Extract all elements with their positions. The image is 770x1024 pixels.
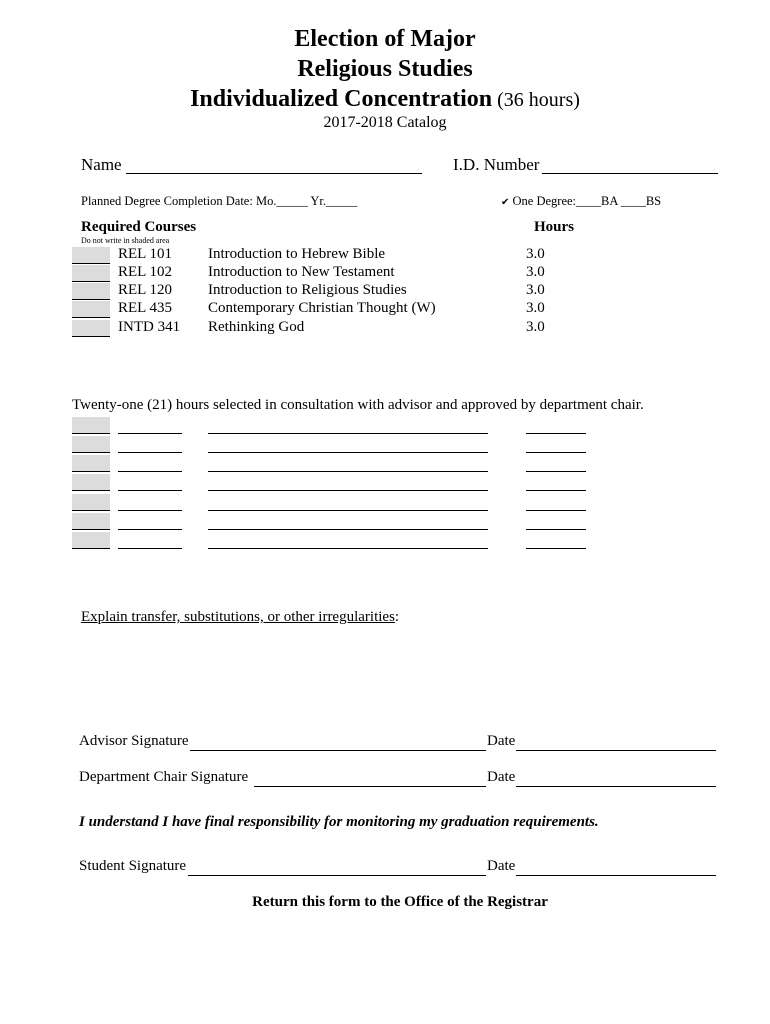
id-number-field-line[interactable] (542, 173, 718, 174)
course-hours: 3.0 (526, 246, 545, 262)
irregularities-colon: : (394, 609, 400, 625)
course-title: Contemporary Christian Thought (W) (208, 300, 436, 316)
responsibility-statement: I understand I have final responsibility for monitoring my graduation requirements. (79, 814, 599, 830)
catalog-year: 2017-2018 Catalog (323, 114, 447, 131)
office-use-box (72, 320, 110, 337)
course-code-line[interactable] (118, 548, 182, 549)
course-title-line[interactable] (208, 433, 488, 434)
office-use-box (72, 474, 110, 491)
form-title-line3 (0, 84, 770, 115)
course-hours-line[interactable] (526, 452, 586, 453)
concentration-title: Individualized Concentration (190, 86, 493, 112)
course-code-line[interactable] (118, 490, 182, 491)
course-code: REL 120 (118, 282, 173, 298)
office-use-box (72, 301, 110, 318)
check-icon: ✔ (501, 197, 510, 208)
course-hours-line[interactable] (526, 433, 586, 434)
course-title-line[interactable] (208, 548, 488, 549)
course-code: REL 101 (118, 246, 173, 262)
form-title-line2: Religious Studies (297, 56, 473, 82)
chair-signature-label: Department Chair Signature (79, 769, 249, 785)
course-title-line[interactable] (208, 452, 488, 453)
course-hours-line[interactable] (526, 548, 586, 549)
office-use-box (72, 283, 110, 300)
student-date-line[interactable] (516, 875, 716, 876)
office-use-box (72, 494, 110, 511)
course-title: Rethinking God (208, 319, 305, 335)
office-use-box (72, 455, 110, 472)
office-use-box (72, 417, 110, 434)
degree-label: One Degree:____BA ____BS (512, 194, 662, 208)
course-hours-line[interactable] (526, 529, 586, 530)
shaded-area-note: Do not write in shaded area (81, 236, 170, 245)
course-hours: 3.0 (526, 319, 545, 335)
course-hours: 3.0 (526, 264, 545, 280)
completion-date-field[interactable]: Planned Degree Completion Date: Mo._____ Yr._____ (81, 194, 358, 208)
course-code: REL 102 (118, 264, 173, 280)
office-use-box (72, 532, 110, 549)
course-code-line[interactable] (118, 529, 182, 530)
irregularities-label (81, 609, 399, 626)
office-use-box (72, 513, 110, 530)
advisor-date-line[interactable] (516, 750, 716, 751)
chair-date-label: Date (487, 769, 516, 785)
student-signature-line[interactable] (188, 875, 486, 876)
hours-heading: Hours (534, 219, 575, 235)
form-title-line1: Election of Major (294, 26, 476, 52)
course-hours: 3.0 (526, 282, 545, 298)
course-code-line[interactable] (118, 452, 182, 453)
course-title: Introduction to New Testament (208, 264, 395, 280)
course-code-line[interactable] (118, 510, 182, 511)
course-hours-line[interactable] (526, 471, 586, 472)
course-code: INTD 341 (118, 319, 181, 335)
student-signature-label: Student Signature (79, 858, 187, 874)
course-title: Introduction to Hebrew Bible (208, 246, 386, 262)
advisor-signature-label: Advisor Signature (79, 733, 189, 749)
id-number-label: I.D. Number (453, 155, 540, 174)
student-date-label: Date (487, 858, 516, 874)
advisor-date-label: Date (487, 733, 516, 749)
office-use-box (72, 265, 110, 282)
total-hours: (36 hours) (492, 89, 580, 111)
course-title: Introduction to Religious Studies (208, 282, 407, 298)
course-title-line[interactable] (208, 529, 488, 530)
degree-field[interactable] (501, 194, 661, 209)
electives-instructions: Twenty-one (21) hours selected in consultation with advisor and approved by department chair. (72, 397, 644, 413)
irregularities-text: Explain transfer, substitutions, or other irregularities (81, 609, 395, 625)
name-field-line[interactable] (126, 173, 422, 174)
course-code-line[interactable] (118, 433, 182, 434)
course-hours-line[interactable] (526, 510, 586, 511)
course-title-line[interactable] (208, 471, 488, 472)
chair-date-line[interactable] (516, 786, 716, 787)
office-use-box (72, 436, 110, 453)
office-use-box (72, 247, 110, 264)
course-title-line[interactable] (208, 510, 488, 511)
course-title-line[interactable] (208, 490, 488, 491)
chair-signature-line[interactable] (254, 786, 486, 787)
return-instruction: Return this form to the Office of the Registrar (252, 894, 548, 910)
course-code: REL 435 (118, 300, 173, 316)
course-hours: 3.0 (526, 300, 545, 316)
course-code-line[interactable] (118, 471, 182, 472)
required-courses-heading: Required Courses (81, 219, 197, 235)
course-hours-line[interactable] (526, 490, 586, 491)
advisor-signature-line[interactable] (190, 750, 486, 751)
irregularities-area[interactable] (81, 632, 721, 712)
name-label: Name (81, 155, 122, 174)
